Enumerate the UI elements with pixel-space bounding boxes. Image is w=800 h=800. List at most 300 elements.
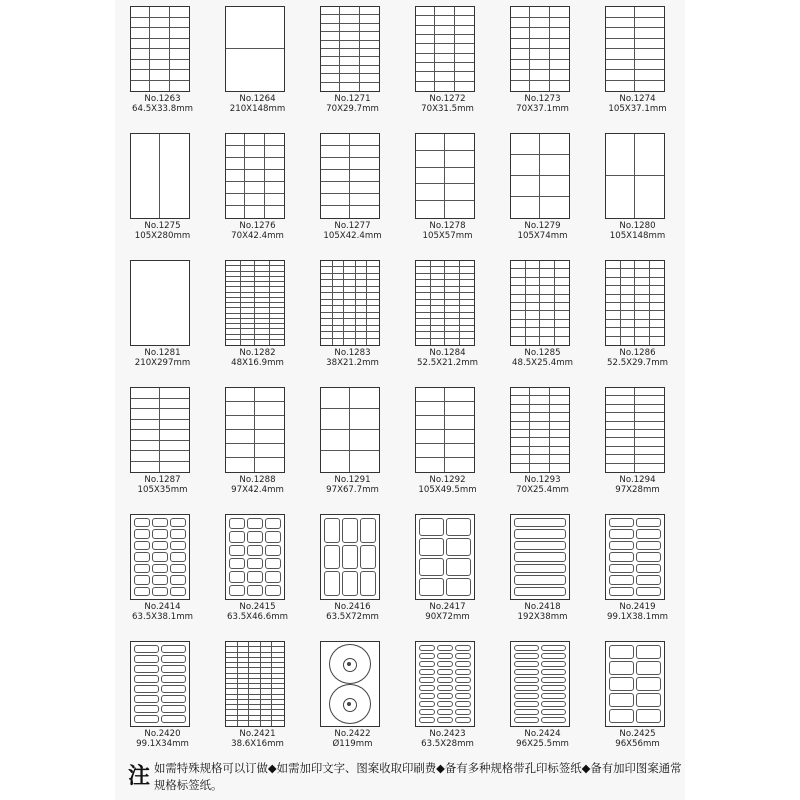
label-caption [115, 221, 210, 241]
label-cell [511, 405, 530, 413]
label-cell [340, 49, 359, 57]
label-caption [400, 602, 495, 622]
label-cell [455, 16, 474, 25]
label-cell [621, 337, 636, 345]
label-cell [161, 655, 186, 663]
label-cell [606, 422, 635, 430]
label-cell [621, 269, 636, 277]
label-cell [541, 685, 566, 691]
label-cell [514, 701, 539, 707]
label-cell [255, 388, 284, 402]
label-cell [609, 518, 634, 527]
label-cell [419, 717, 435, 723]
label-cell [606, 430, 635, 438]
label-cell [160, 399, 189, 410]
label-cell [131, 451, 160, 462]
label-cell [621, 311, 636, 319]
label-cell [152, 518, 168, 527]
label-cell [134, 715, 159, 723]
label-cell [541, 661, 566, 667]
label-cell [635, 455, 664, 463]
label-cell [540, 261, 555, 269]
label-cell [226, 416, 255, 430]
label-cell [606, 464, 635, 472]
label-cell [170, 18, 189, 29]
label-cell [270, 340, 285, 345]
label-cell [265, 206, 284, 218]
label-number: No.1292 [429, 475, 466, 485]
label-cell [152, 529, 168, 538]
label-cell [340, 7, 359, 15]
label-cell [540, 286, 555, 294]
label-cell [650, 295, 665, 303]
label-cell [134, 675, 159, 683]
label-cell [526, 328, 541, 336]
label-cell [431, 339, 446, 345]
label-cell [550, 70, 569, 81]
label-cell [635, 70, 664, 81]
label-size: 210X148mm [229, 104, 286, 114]
label-cell [340, 15, 359, 23]
label-cell [350, 388, 379, 409]
label-number: No.1273 [524, 94, 561, 104]
label-cell [416, 35, 435, 44]
label-cell [131, 430, 160, 441]
label-size: 38.6X16mm [231, 739, 284, 749]
label-caption [400, 94, 495, 114]
label-cell [416, 16, 435, 25]
label-cell [131, 39, 150, 50]
label-cell [514, 564, 566, 573]
label-cell [550, 81, 569, 92]
label-cell [435, 26, 454, 35]
footer-note [128, 760, 688, 794]
label-cell [321, 24, 340, 32]
label-cell [550, 405, 569, 413]
label-caption [115, 94, 210, 114]
label-number: No.2423 [429, 729, 466, 739]
label-cell [455, 26, 474, 35]
label-cell [265, 170, 284, 182]
label-cell [134, 587, 150, 596]
label-cell [131, 81, 150, 92]
label-cell [360, 24, 379, 32]
label-cell [540, 278, 555, 286]
label-cell [360, 15, 379, 23]
label-caption [210, 602, 305, 622]
label-cell [635, 320, 650, 328]
label-cell [555, 278, 570, 286]
label-sheet-item [115, 387, 210, 515]
label-number: No.1271 [334, 94, 371, 104]
label-sheet-item [400, 641, 495, 769]
sheet-layout-diagram [415, 6, 475, 92]
label-cell [530, 438, 549, 446]
label-cell [170, 49, 189, 60]
label-cell [621, 286, 636, 294]
label-sheet-item [305, 260, 400, 388]
label-cell [540, 269, 555, 277]
label-cell [606, 176, 635, 218]
sheet-layout-diagram [320, 133, 380, 219]
label-cell [606, 261, 621, 269]
label-cell [455, 7, 474, 16]
label-cell [526, 261, 541, 269]
label-cell [255, 430, 284, 444]
label-cell [321, 339, 333, 345]
label-cell [514, 685, 539, 691]
label-cell [530, 28, 549, 39]
label-caption [400, 475, 495, 495]
label-cell [419, 693, 435, 699]
label-cell [226, 458, 255, 472]
label-cell [636, 518, 661, 527]
sheet-layout-diagram [130, 133, 190, 219]
label-sheet-item [400, 133, 495, 261]
label-cell [555, 328, 570, 336]
label-cell [511, 134, 540, 155]
label-cell [541, 717, 566, 723]
label-size: 105X280mm [134, 231, 191, 241]
sheet-layout-diagram [415, 387, 475, 473]
label-cell [550, 422, 569, 430]
label-cell [550, 49, 569, 60]
label-number: No.1286 [619, 348, 656, 358]
sheet-layout-diagram [510, 6, 570, 92]
label-cell [550, 413, 569, 421]
label-cell [170, 575, 186, 584]
label-cell [131, 261, 189, 345]
label-caption [305, 602, 400, 622]
label-sheet-item [305, 514, 400, 642]
label-cell [131, 420, 160, 431]
label-caption [400, 348, 495, 368]
label-cell [606, 269, 621, 277]
label-size: 99.1X34mm [136, 739, 189, 749]
label-cell [635, 311, 650, 319]
sheet-layout-diagram [320, 641, 380, 727]
sheet-layout-diagram [510, 514, 570, 600]
label-number: No.2419 [619, 602, 656, 612]
label-cell [514, 518, 566, 527]
label-size: 96X56mm [615, 739, 660, 749]
sheet-layout-diagram [130, 260, 190, 346]
label-cell [134, 685, 159, 693]
label-cell [550, 447, 569, 455]
label-cell [445, 416, 474, 430]
label-cell [455, 645, 471, 651]
label-size: 105X148mm [609, 231, 666, 241]
sheet-layout-diagram [320, 260, 380, 346]
label-number: No.2424 [524, 729, 561, 739]
label-cell [635, 464, 664, 472]
label-cell [321, 7, 340, 15]
label-cell [170, 39, 189, 50]
label-size: 70X42.4mm [231, 231, 284, 241]
label-cell [445, 168, 474, 185]
label-cell [150, 39, 169, 50]
label-cell [635, 134, 664, 176]
label-cell [606, 39, 635, 50]
label-cell [511, 320, 526, 328]
label-number: No.1287 [144, 475, 181, 485]
label-cell [511, 7, 530, 18]
label-size: 97X28mm [615, 485, 660, 495]
label-cell [606, 286, 621, 294]
label-cell [437, 645, 453, 651]
label-caption [210, 94, 305, 114]
label-number: No.2415 [239, 602, 276, 612]
label-cell [245, 170, 264, 182]
label-cell [437, 701, 453, 707]
label-cell [321, 57, 340, 65]
label-sheet-item [590, 387, 685, 515]
label-cell [350, 170, 379, 182]
label-cell [455, 717, 471, 723]
label-cell [606, 81, 635, 92]
label-cell [435, 35, 454, 44]
label-cell [650, 269, 665, 277]
label-cell [455, 82, 474, 91]
label-cell [416, 72, 435, 81]
label-cell [514, 541, 566, 550]
label-sheet-item [210, 514, 305, 642]
label-cell [131, 28, 150, 39]
label-cell [350, 206, 379, 218]
label-sheet-item [305, 133, 400, 261]
label-cell [526, 286, 541, 294]
label-number: No.1278 [429, 221, 466, 231]
label-cell [321, 41, 340, 49]
label-size: 97X67.7mm [326, 485, 379, 495]
label-cell [160, 409, 189, 420]
label-cell [437, 693, 453, 699]
label-cell [635, 388, 664, 396]
label-cell [265, 545, 281, 556]
label-cell [131, 70, 150, 81]
label-cell [416, 44, 435, 53]
label-number: No.2414 [144, 602, 181, 612]
label-cell [530, 81, 549, 92]
label-cell [419, 709, 435, 715]
label-cell [446, 538, 471, 556]
label-cell [511, 311, 526, 319]
label-cell [636, 645, 661, 659]
label-cell [635, 261, 650, 269]
label-caption [495, 221, 590, 241]
label-cell [455, 709, 471, 715]
label-cell [152, 587, 168, 596]
label-cell [170, 587, 186, 596]
label-cell [650, 311, 665, 319]
label-cell [419, 558, 444, 576]
label-cell [511, 303, 526, 311]
label-caption [495, 475, 590, 495]
label-cell [550, 396, 569, 404]
label-cell [445, 402, 474, 416]
label-cell [255, 340, 270, 345]
label-cell [606, 18, 635, 29]
label-cell [360, 41, 379, 49]
label-size: 64.5X33.8mm [132, 104, 193, 114]
label-cell [606, 447, 635, 455]
label-cell [514, 717, 539, 723]
sheet-layout-diagram [415, 133, 475, 219]
label-cell [636, 552, 661, 561]
label-cell [360, 49, 379, 57]
label-cell [321, 83, 340, 91]
label-cell [650, 337, 665, 345]
label-cell [514, 693, 539, 699]
label-cell [555, 286, 570, 294]
label-cell [134, 552, 150, 561]
label-cell [555, 337, 570, 345]
label-cell [445, 458, 474, 472]
label-cell [150, 18, 169, 29]
label-cell [445, 184, 474, 201]
label-cell [530, 430, 549, 438]
label-caption [115, 602, 210, 622]
label-sheet-item [495, 133, 590, 261]
sheet-layout-diagram [605, 514, 665, 600]
label-caption [400, 729, 495, 749]
label-caption [590, 729, 685, 749]
label-cell [360, 518, 376, 543]
label-cell [265, 158, 284, 170]
label-size: 90X72mm [425, 612, 470, 622]
label-cell [514, 677, 539, 683]
label-cell [416, 82, 435, 91]
label-cell [455, 693, 471, 699]
label-cell [419, 538, 444, 556]
label-sheet-item [115, 6, 210, 134]
label-cell [241, 340, 256, 345]
label-cell [161, 665, 186, 673]
label-cell [635, 49, 664, 60]
label-cell [541, 709, 566, 715]
label-cell [419, 701, 435, 707]
label-cell [416, 168, 445, 185]
label-sheet-item [495, 6, 590, 134]
label-cell [621, 303, 636, 311]
label-cell [245, 134, 264, 146]
label-cell [265, 134, 284, 146]
label-sheet-item [210, 387, 305, 515]
label-cell [150, 28, 169, 39]
label-cell [360, 74, 379, 82]
label-caption [305, 348, 400, 368]
label-cell [635, 430, 664, 438]
label-cell [635, 405, 664, 413]
label-cell [635, 18, 664, 29]
label-number: No.1285 [524, 348, 561, 358]
label-cell [635, 7, 664, 18]
sheet-layout-diagram [510, 260, 570, 346]
label-cell [333, 339, 345, 345]
label-cell [514, 552, 566, 561]
label-size: 52.5X29.7mm [607, 358, 668, 368]
label-cell [170, 552, 186, 561]
label-sheet-item [590, 641, 685, 769]
label-cell [321, 134, 350, 146]
label-cell [131, 7, 150, 18]
label-cell [621, 295, 636, 303]
sheet-layout-diagram [605, 387, 665, 473]
label-cell [321, 170, 350, 182]
label-cell [226, 170, 245, 182]
label-caption [495, 348, 590, 368]
label-sheet-item [210, 641, 305, 769]
label-cell [226, 134, 245, 146]
label-cell [609, 587, 634, 596]
label-cell [152, 541, 168, 550]
label-cell [526, 337, 541, 345]
label-sheet-item [400, 387, 495, 515]
label-cell [635, 269, 650, 277]
sheet-layout-diagram [510, 133, 570, 219]
label-sheet-item [115, 260, 210, 388]
label-cell [150, 49, 169, 60]
label-cell [416, 444, 445, 458]
label-size: 63.5X46.6mm [227, 612, 288, 622]
sheet-layout-diagram [225, 260, 285, 346]
label-cell [540, 303, 555, 311]
label-cell [416, 416, 445, 430]
label-cell [265, 531, 281, 542]
label-cell [437, 661, 453, 667]
label-cell [161, 695, 186, 703]
label-cell [635, 438, 664, 446]
label-cell [636, 541, 661, 550]
label-cell [606, 455, 635, 463]
label-cell [350, 451, 379, 472]
label-cell [511, 60, 530, 71]
label-caption [210, 221, 305, 241]
label-cell [511, 438, 530, 446]
label-number: No.2417 [429, 602, 466, 612]
label-cell [445, 339, 460, 345]
label-cell [550, 28, 569, 39]
label-cell [446, 518, 471, 536]
label-cell [530, 413, 549, 421]
sheet-layout-diagram [130, 641, 190, 727]
label-caption [590, 475, 685, 495]
label-cell [226, 7, 284, 49]
label-cell [245, 158, 264, 170]
label-size: 99.1X38.1mm [607, 612, 668, 622]
sheet-layout-diagram [415, 260, 475, 346]
label-cell [340, 66, 359, 74]
label-cell [324, 518, 340, 543]
label-cell [152, 564, 168, 573]
label-cell [229, 558, 245, 569]
label-caption [305, 221, 400, 241]
label-cell [416, 339, 431, 345]
label-cell [161, 715, 186, 723]
label-cell [635, 337, 650, 345]
label-cell [635, 303, 650, 311]
label-cell [526, 269, 541, 277]
label-cell [342, 571, 358, 596]
label-caption [495, 729, 590, 749]
label-cell [360, 83, 379, 91]
label-cell [150, 7, 169, 18]
label-sheet-item [495, 514, 590, 642]
label-cell [321, 206, 350, 218]
label-cell [419, 685, 435, 691]
label-cell [530, 388, 549, 396]
sheet-layout-diagram [225, 133, 285, 219]
